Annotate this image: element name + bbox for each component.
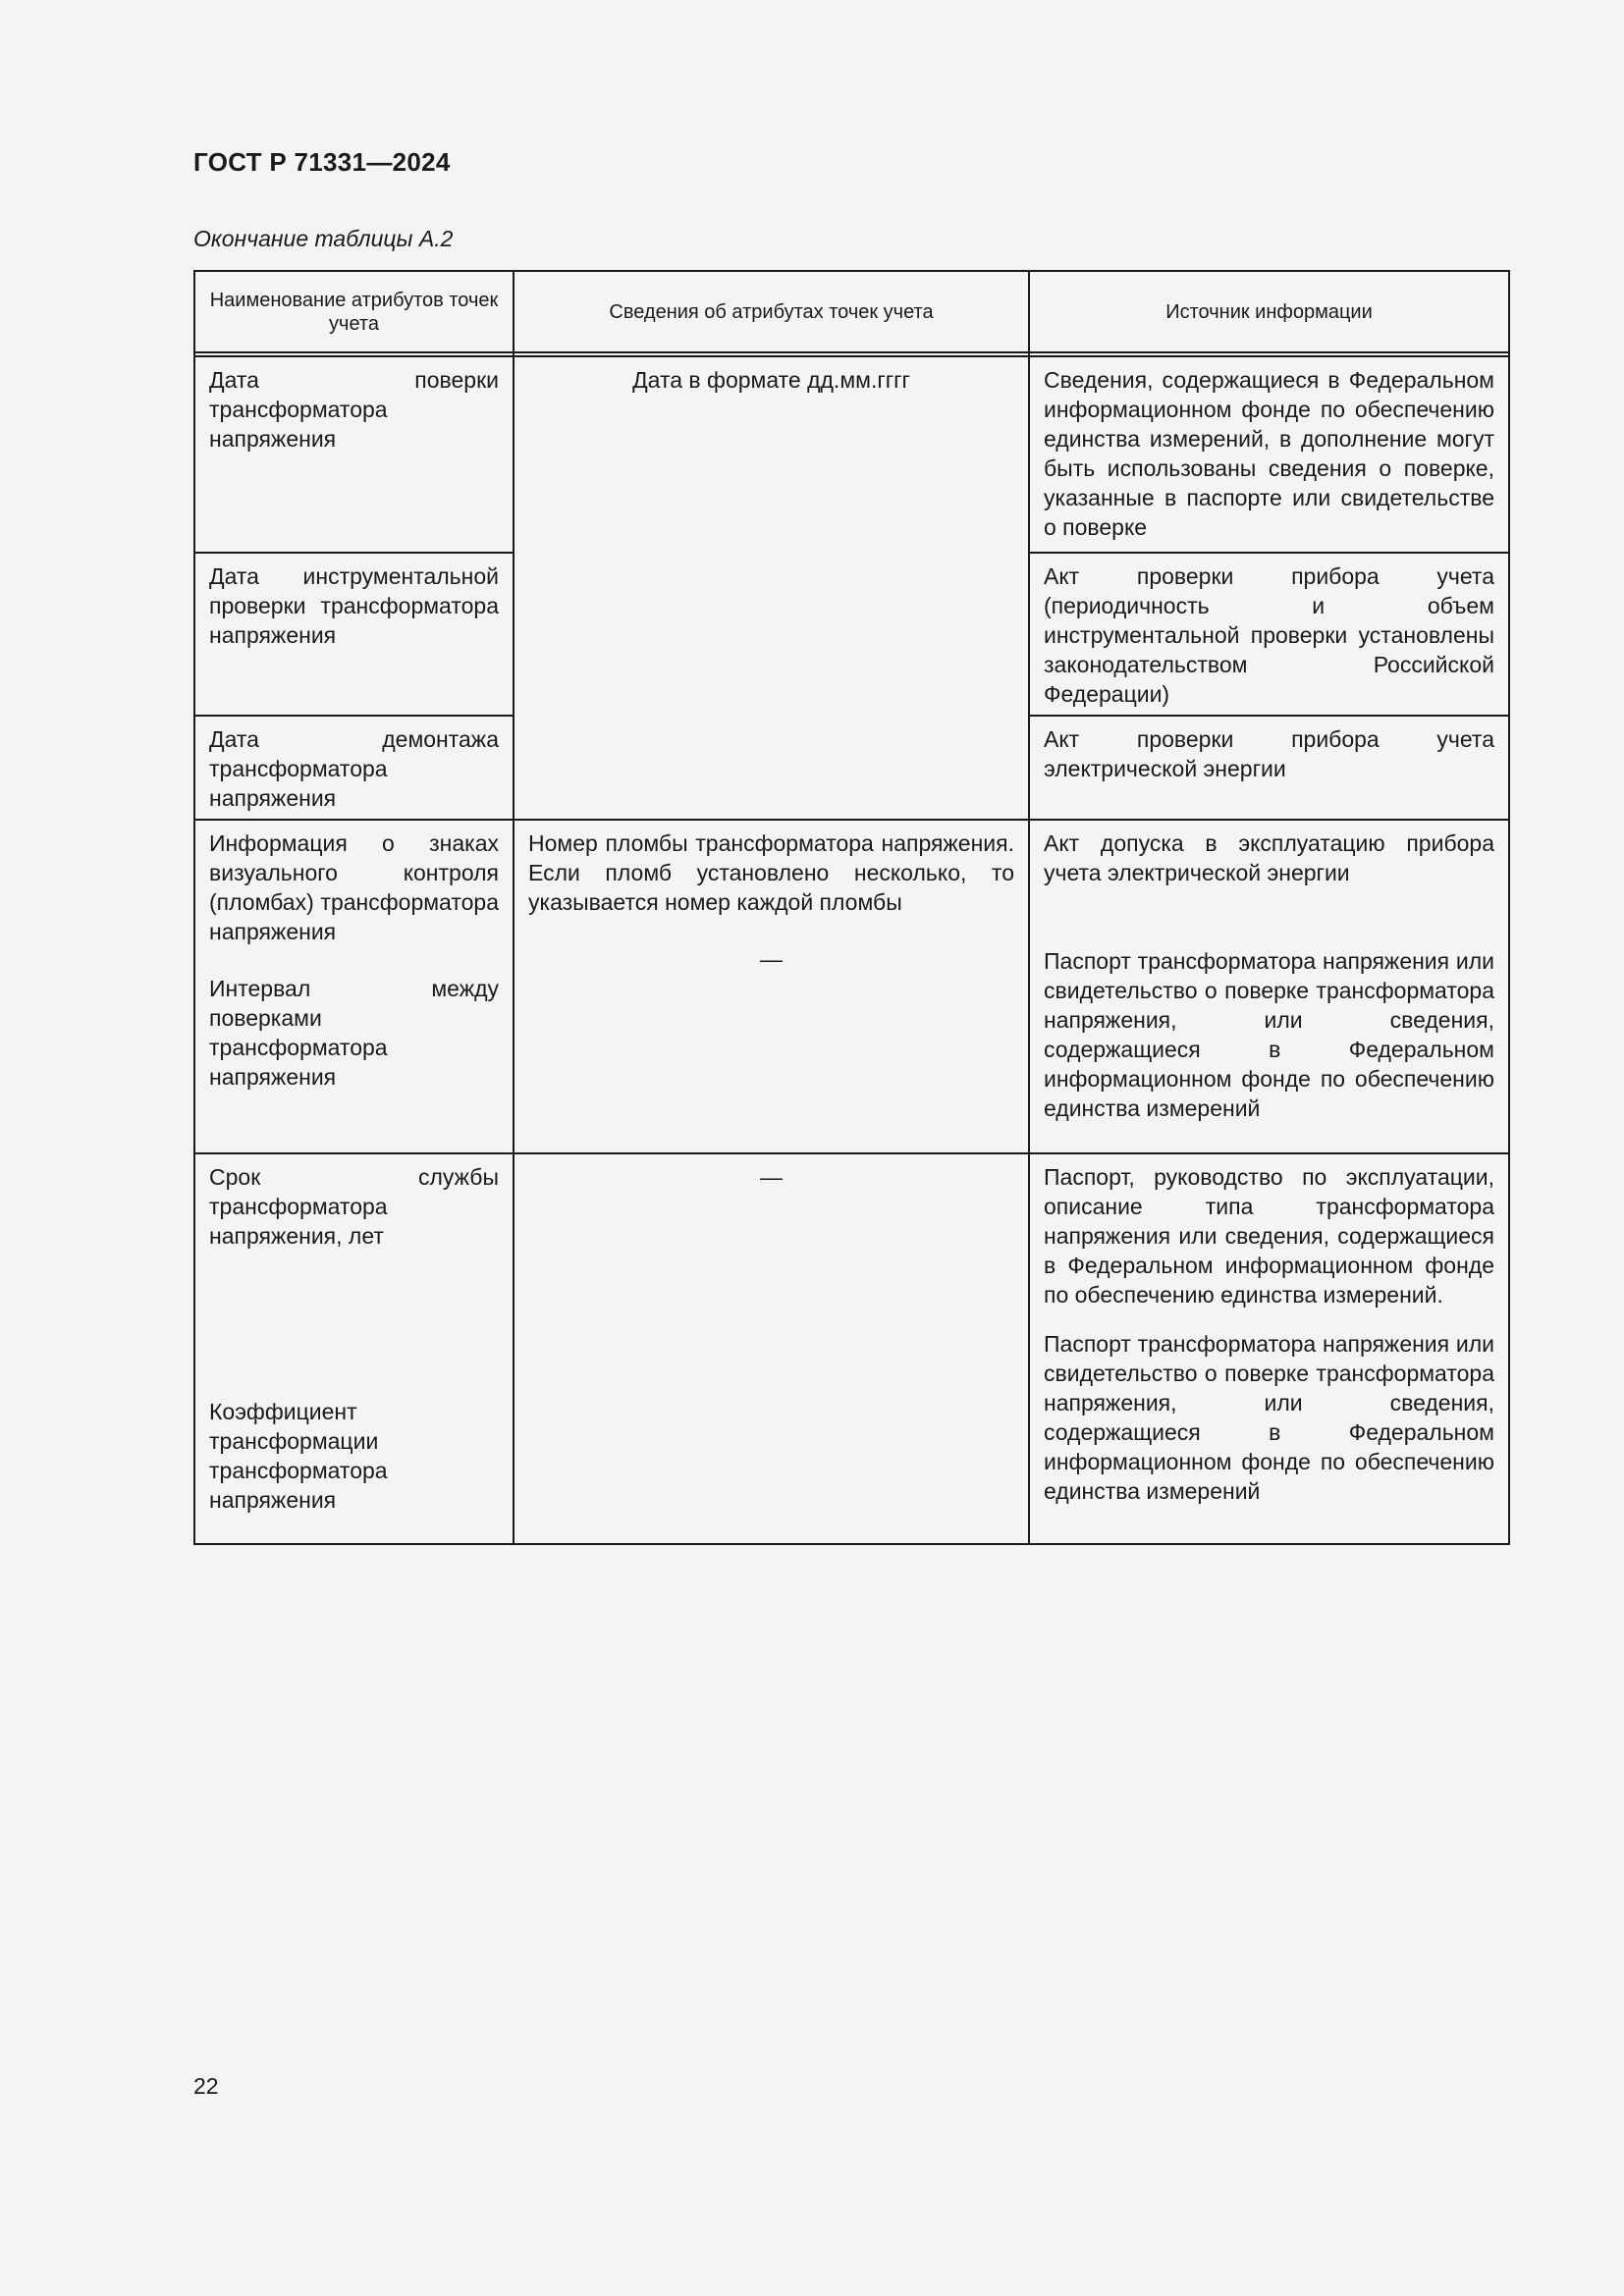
- cell-info-text: Номер пломбы трансформатора напряжения. Если пломб установлено несколько, то указывается номер каждой пломбы: [528, 830, 1014, 915]
- cell-name: [194, 820, 514, 1153]
- cell-name: Дата поверки трансформатора напряжения: [194, 356, 514, 553]
- cell-source-text: Акт допуска в эксплуатацию прибора учета электрической энергии: [1044, 830, 1494, 885]
- cell-source: [1029, 820, 1509, 1153]
- page-number: 22: [193, 2073, 219, 2099]
- cell-name: [194, 1153, 514, 1544]
- cell-name: Дата инструментальной проверки трансформатора напряжения: [194, 553, 514, 716]
- cell-info: Дата в формате дд.мм.гггг: [514, 356, 1029, 820]
- document-code: ГОСТ Р 71331—2024: [193, 147, 451, 177]
- cell-source-text: Паспорт трансформатора напряжения или свидетельство о поверке трансформатора напряжения, или сведения, содержащиеся в Федеральном информационном фонде по обеспечению единства измерений: [1044, 1331, 1494, 1504]
- column-header-source: Источник информации: [1029, 271, 1509, 352]
- cell-name-text: Срок службы трансформатора напряжения, лет: [209, 1164, 499, 1249]
- cell-source: Сведения, содержащиеся в Федеральном информационном фонде по обеспечению единства измерений, в дополнение могут быть использованы сведения о поверке, указанные в паспорте или свидетельстве о поверке: [1029, 356, 1509, 553]
- column-header-info: Сведения об атрибутах точек учета: [514, 271, 1029, 352]
- cell-name-text: Интервал между поверками трансформатора напряжения: [209, 976, 499, 1090]
- cell-name-text: Коэффициент трансформации трансформатора напряжения: [209, 1399, 388, 1513]
- cell-name: Дата демонтажа трансформатора напряжения: [194, 716, 514, 820]
- table-row: [194, 356, 1509, 553]
- cell-info: [514, 820, 1029, 1153]
- cell-source-text: Паспорт, руководство по эксплуатации, описание типа трансформатора напряжения или сведения, содержащиеся в Федеральном информационном фонде по обеспечению единства измерений.: [1044, 1164, 1494, 1308]
- column-header-name: Наименование атрибутов точек учета: [194, 271, 514, 352]
- table-row: [194, 820, 1509, 1153]
- table-row: [194, 1153, 1509, 1544]
- table-header-row: [194, 271, 1509, 352]
- attributes-table: [193, 270, 1510, 1545]
- cell-info-text: —: [760, 1164, 783, 1190]
- cell-info-text: —: [760, 946, 783, 972]
- cell-source: Акт проверки прибора учета электрической энергии: [1029, 716, 1509, 820]
- cell-source: Акт проверки прибора учета (периодичность и объем инструментальной проверки установлены законодательством Российской Федерации): [1029, 553, 1509, 716]
- table-caption: Окончание таблицы А.2: [193, 226, 454, 251]
- cell-name-text: Информация о знаках визуального контроля (пломбах) трансформатора напряжения: [209, 830, 499, 944]
- cell-source: [1029, 1153, 1509, 1544]
- cell-info: [514, 1153, 1029, 1544]
- cell-source-text: Паспорт трансформатора напряжения или свидетельство о поверке трансформатора напряжения, или сведения, содержащиеся в Федеральном информационном фонде по обеспечению единства измерений: [1044, 948, 1494, 1121]
